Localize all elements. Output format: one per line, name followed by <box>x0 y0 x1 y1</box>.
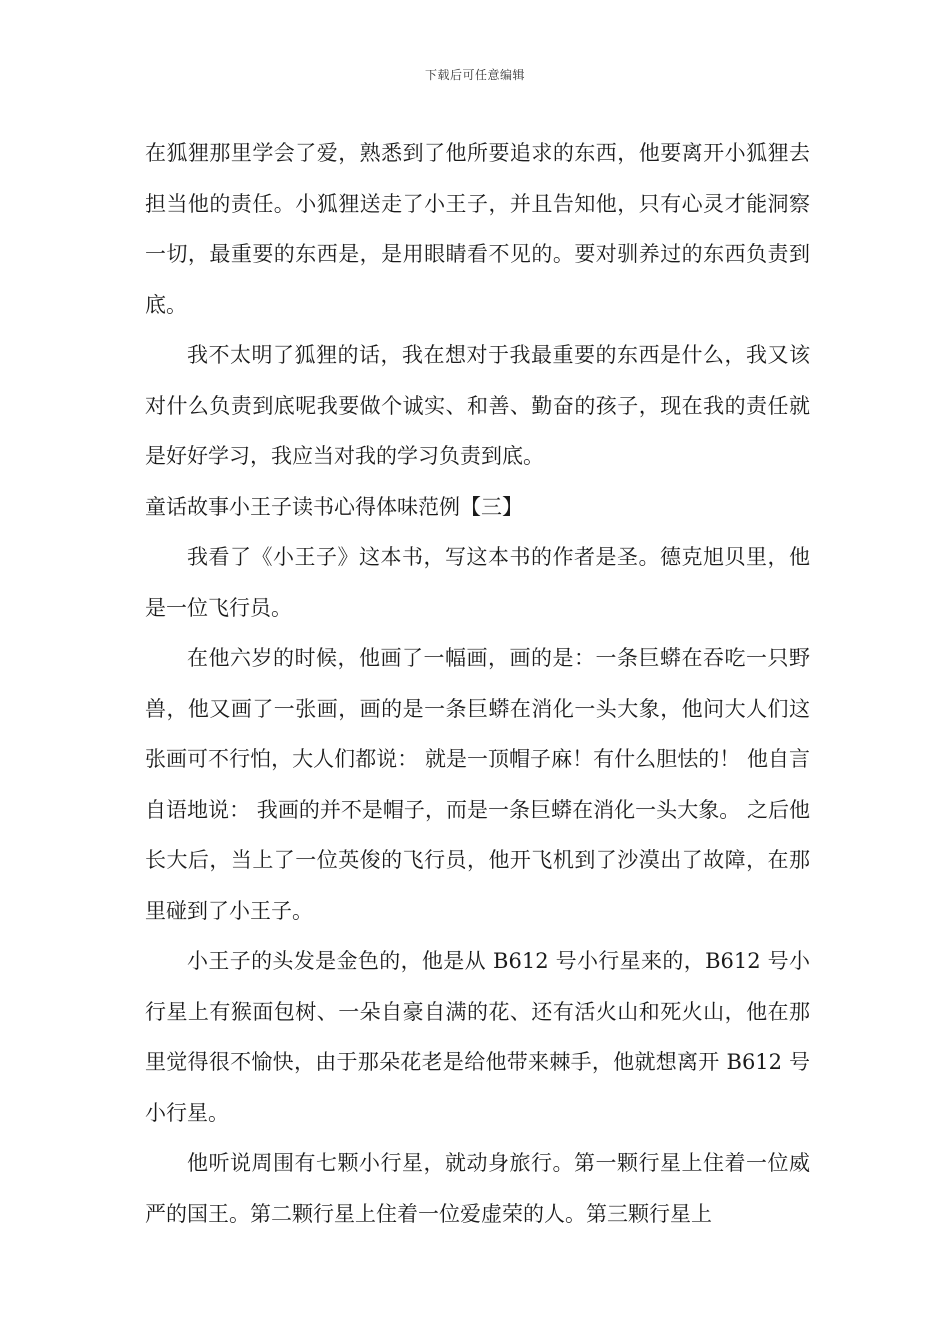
paragraph-author: 我看了《小王子》这本书，写这本书的作者是圣。德克旭贝里，他是一位飞行员。 <box>145 545 810 620</box>
section-title: 童话故事小王子读书心得体味范例【三】 <box>145 494 523 519</box>
document-body <box>145 128 810 1239</box>
paragraph-my-responsibility: 我不太明了狐狸的话，我在想对于我最重要的东西是什么，我又该对什么负责到底呢我要做个诚实、和善、勤奋的孩子，现在我的责任就是好好学习，我应当对我的学习负责到底。 <box>145 343 810 468</box>
page-header: 下载后可任意编辑 <box>424 68 525 82</box>
paragraph-fox-lesson: 在狐狸那里学会了爱，熟悉到了他所要追求的东西，他要离开小狐狸去担当他的责任。小狐狸送走了小王子，并且告知他，只有心灵才能洞察一切，最重要的东西是，是用眼睛看不见的。要对驯养过的东西负责到底。 <box>145 141 810 317</box>
paragraph-childhood-drawing: 在他六岁的时候，他画了一幅画，画的是：一条巨蟒在吞吃一只野兽，他又画了一张画，画的是一条巨蟒在消化一头大象，他问大人们这张画可不行怕，大人们都说： 就是一顶帽子麻！有什么胆怯的！ 他自言自语地说： 我画的并不是帽子，而是一条巨蟒在消化一头大象。 之后他长大后，当上了一位英俊的飞行员，他开飞机到了沙漠出了故障，在那里碰到了小王子。 <box>145 646 810 923</box>
paragraph-asteroid-b612: 小王子的头发是金色的，他是从 B612 号小行星来的，B612 号小行星上有猴面包树、一朵自豪自满的花、还有活火山和死火山，他在那里觉得很不愉快，由于那朵花老是给他带来棘手，他就想离开 B612 号小行星。 <box>145 949 810 1125</box>
paragraph-seven-planets: 他听说周围有七颗小行星，就动身旅行。第一颗行星上住着一位威严的国王。第二颗行星上住着一位爱虚荣的人。第三颗行星上 <box>145 1151 810 1226</box>
